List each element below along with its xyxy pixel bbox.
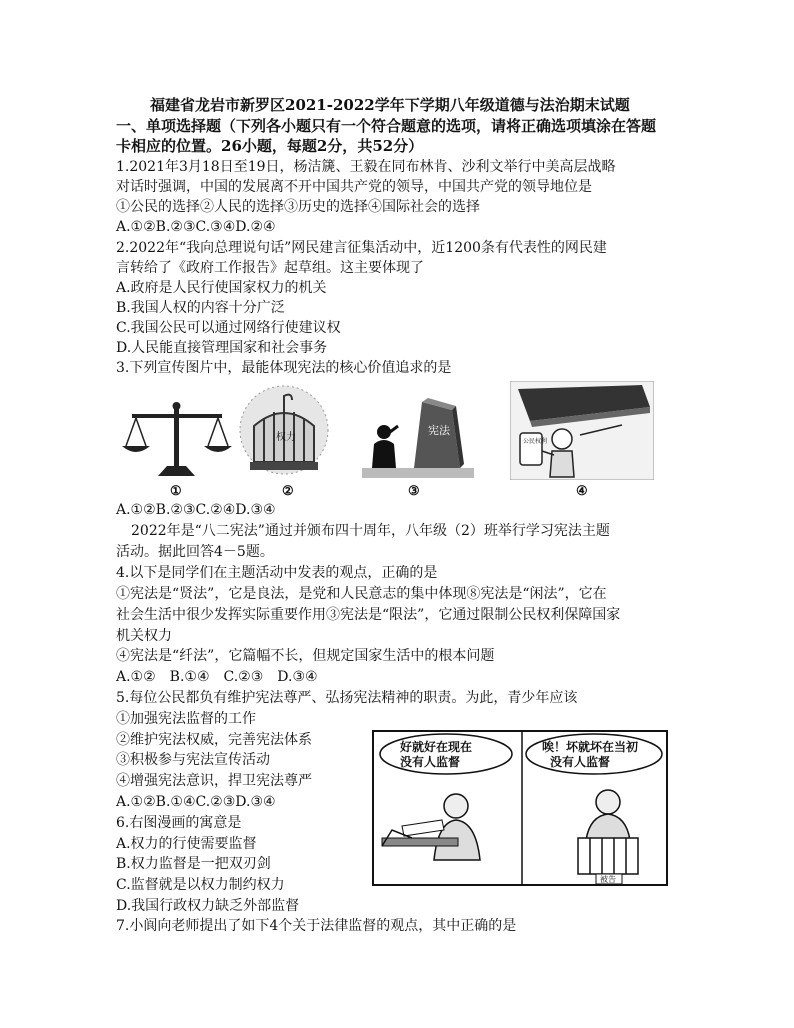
section-heading-line2: 卡相应的位置。26小题，每题2分，共52分） [116, 137, 424, 155]
supervision-cartoon [372, 730, 668, 886]
citizen-rights-picture [510, 381, 654, 480]
bubble-right-line1: 唉！坏就坏在当初 [542, 740, 639, 754]
q4-stem: 4.以下是同学们在主题活动中发表的观点，正确的是 [116, 565, 438, 581]
q4-item-line1: ①宪法是“贤法”，它是良法，是党和人民意志的集中体现⑧宪法是“闲法”，它在 [116, 586, 607, 602]
q1-stem-line2: 对话时强调，中国的发展离不开中国共产党的领导，中国共产党的领导地位是 [116, 179, 592, 195]
picture-2-label: ② [282, 484, 294, 499]
q5-stem: 5.每位公民都负有维护宪法尊严、弘扬宪法精神的职责。为此，青少年应该 [116, 690, 578, 706]
q4-item-line4: ④宪法是“纤法”，它篇幅不长，但规定国家生活中的根本问题 [116, 648, 495, 664]
q1-stem-line1: 1.2021年3月18日至19日，杨洁篪、王毅在同布林肯、沙利文举行中美高层战略 [116, 159, 616, 175]
bubble-left-line2: 没有人监督 [400, 755, 461, 769]
picture-3-label: ③ [408, 484, 420, 499]
picture-1-label: ① [170, 484, 182, 499]
section-heading-line1: 一、单项选择题（下列各小题只有一个符合题意的选项，请将正确选项填涂在答题 [116, 117, 657, 135]
q5-options: A.①②B.①④C.②③D.③④ [116, 794, 276, 810]
q4-item-line2: 社会生活中很少发挥实际重要作用③宪法是“限法”，它通过限制公民权利保障国家 [116, 607, 621, 623]
q6-option-d: D.我国行政权力缺乏外部监督 [116, 898, 300, 914]
book-text: 宪法 [428, 424, 450, 437]
q6-stem: 6.右图漫画的寓意是 [116, 815, 242, 831]
q2-stem-line1: 2.2022年“我向总理说句话”网民建言征集活动中，近1200条有代表性的网民建 [116, 240, 607, 256]
intro-line1: 2022年是“八二宪法”通过并颁布四十周年，八年级（2）班举行学习宪法主题 [131, 523, 610, 539]
picture-4-label: ④ [576, 484, 588, 499]
intro-line2: 活动。据此回答4－5题。 [116, 544, 274, 560]
q4-options: A.①② B.①④ C.②③ D.③④ [116, 669, 318, 685]
q2-option-c: C.我国公民可以通过网络行使建议权 [116, 320, 341, 336]
constitution-book-picture [362, 392, 474, 478]
q7-stem: 7.小阆向老师提出了如下4个关于法律监督的观点，其中正确的是 [116, 918, 517, 934]
scales-picture [118, 400, 236, 480]
q5-item3: ③积极参与宪法宣传活动 [116, 752, 270, 768]
q6-option-a: A.权力的行使需要监督 [116, 836, 257, 852]
sign-text: 公民权利 [523, 438, 548, 445]
q1-options: A.①②B.②③C.③④D.②④ [116, 219, 276, 235]
page-title: 福建省龙岩市新罗区2021-2022学年下学期八年级道德与法治期末试题 [150, 96, 630, 114]
q1-items: ①公民的选择②人民的选择③历史的选择④国际社会的选择 [116, 199, 480, 215]
cage-text: 权力 [276, 432, 296, 443]
q3-options: A.①②B.②③C.②④D.③④ [116, 502, 276, 518]
q5-item4: ④增强宪法意识，捍卫宪法尊严 [116, 773, 312, 789]
q4-item-line3: 机关权力 [116, 628, 172, 644]
cage-picture [236, 382, 332, 478]
q5-item1: ①加强宪法监督的工作 [116, 711, 256, 727]
q6-option-b: B.权力监督是一把双刃剑 [116, 856, 271, 872]
q3-stem: 3.下列宣传图片中，最能体现宪法的核心价值追求的是 [116, 360, 452, 376]
q5-item2: ②维护宪法权威，完善宪法体系 [116, 732, 312, 748]
q2-stem-line2: 言转给了《政府工作报告》起草组。这主要体现了 [116, 260, 424, 276]
defendant-tag: 被告 [600, 875, 616, 884]
bubble-left-line1: 好就好在现在 [400, 740, 473, 754]
q6-option-c: C.监督就是以权力制约权力 [116, 877, 285, 893]
q2-option-b: B.我国人权的内容十分广泛 [116, 300, 285, 316]
q2-option-d: D.人民能直接管理国家和社会事务 [116, 340, 328, 356]
bubble-right-line2: 没有人监督 [550, 755, 611, 769]
q2-option-a: A.政府是人民行使国家权力的机关 [116, 280, 327, 296]
